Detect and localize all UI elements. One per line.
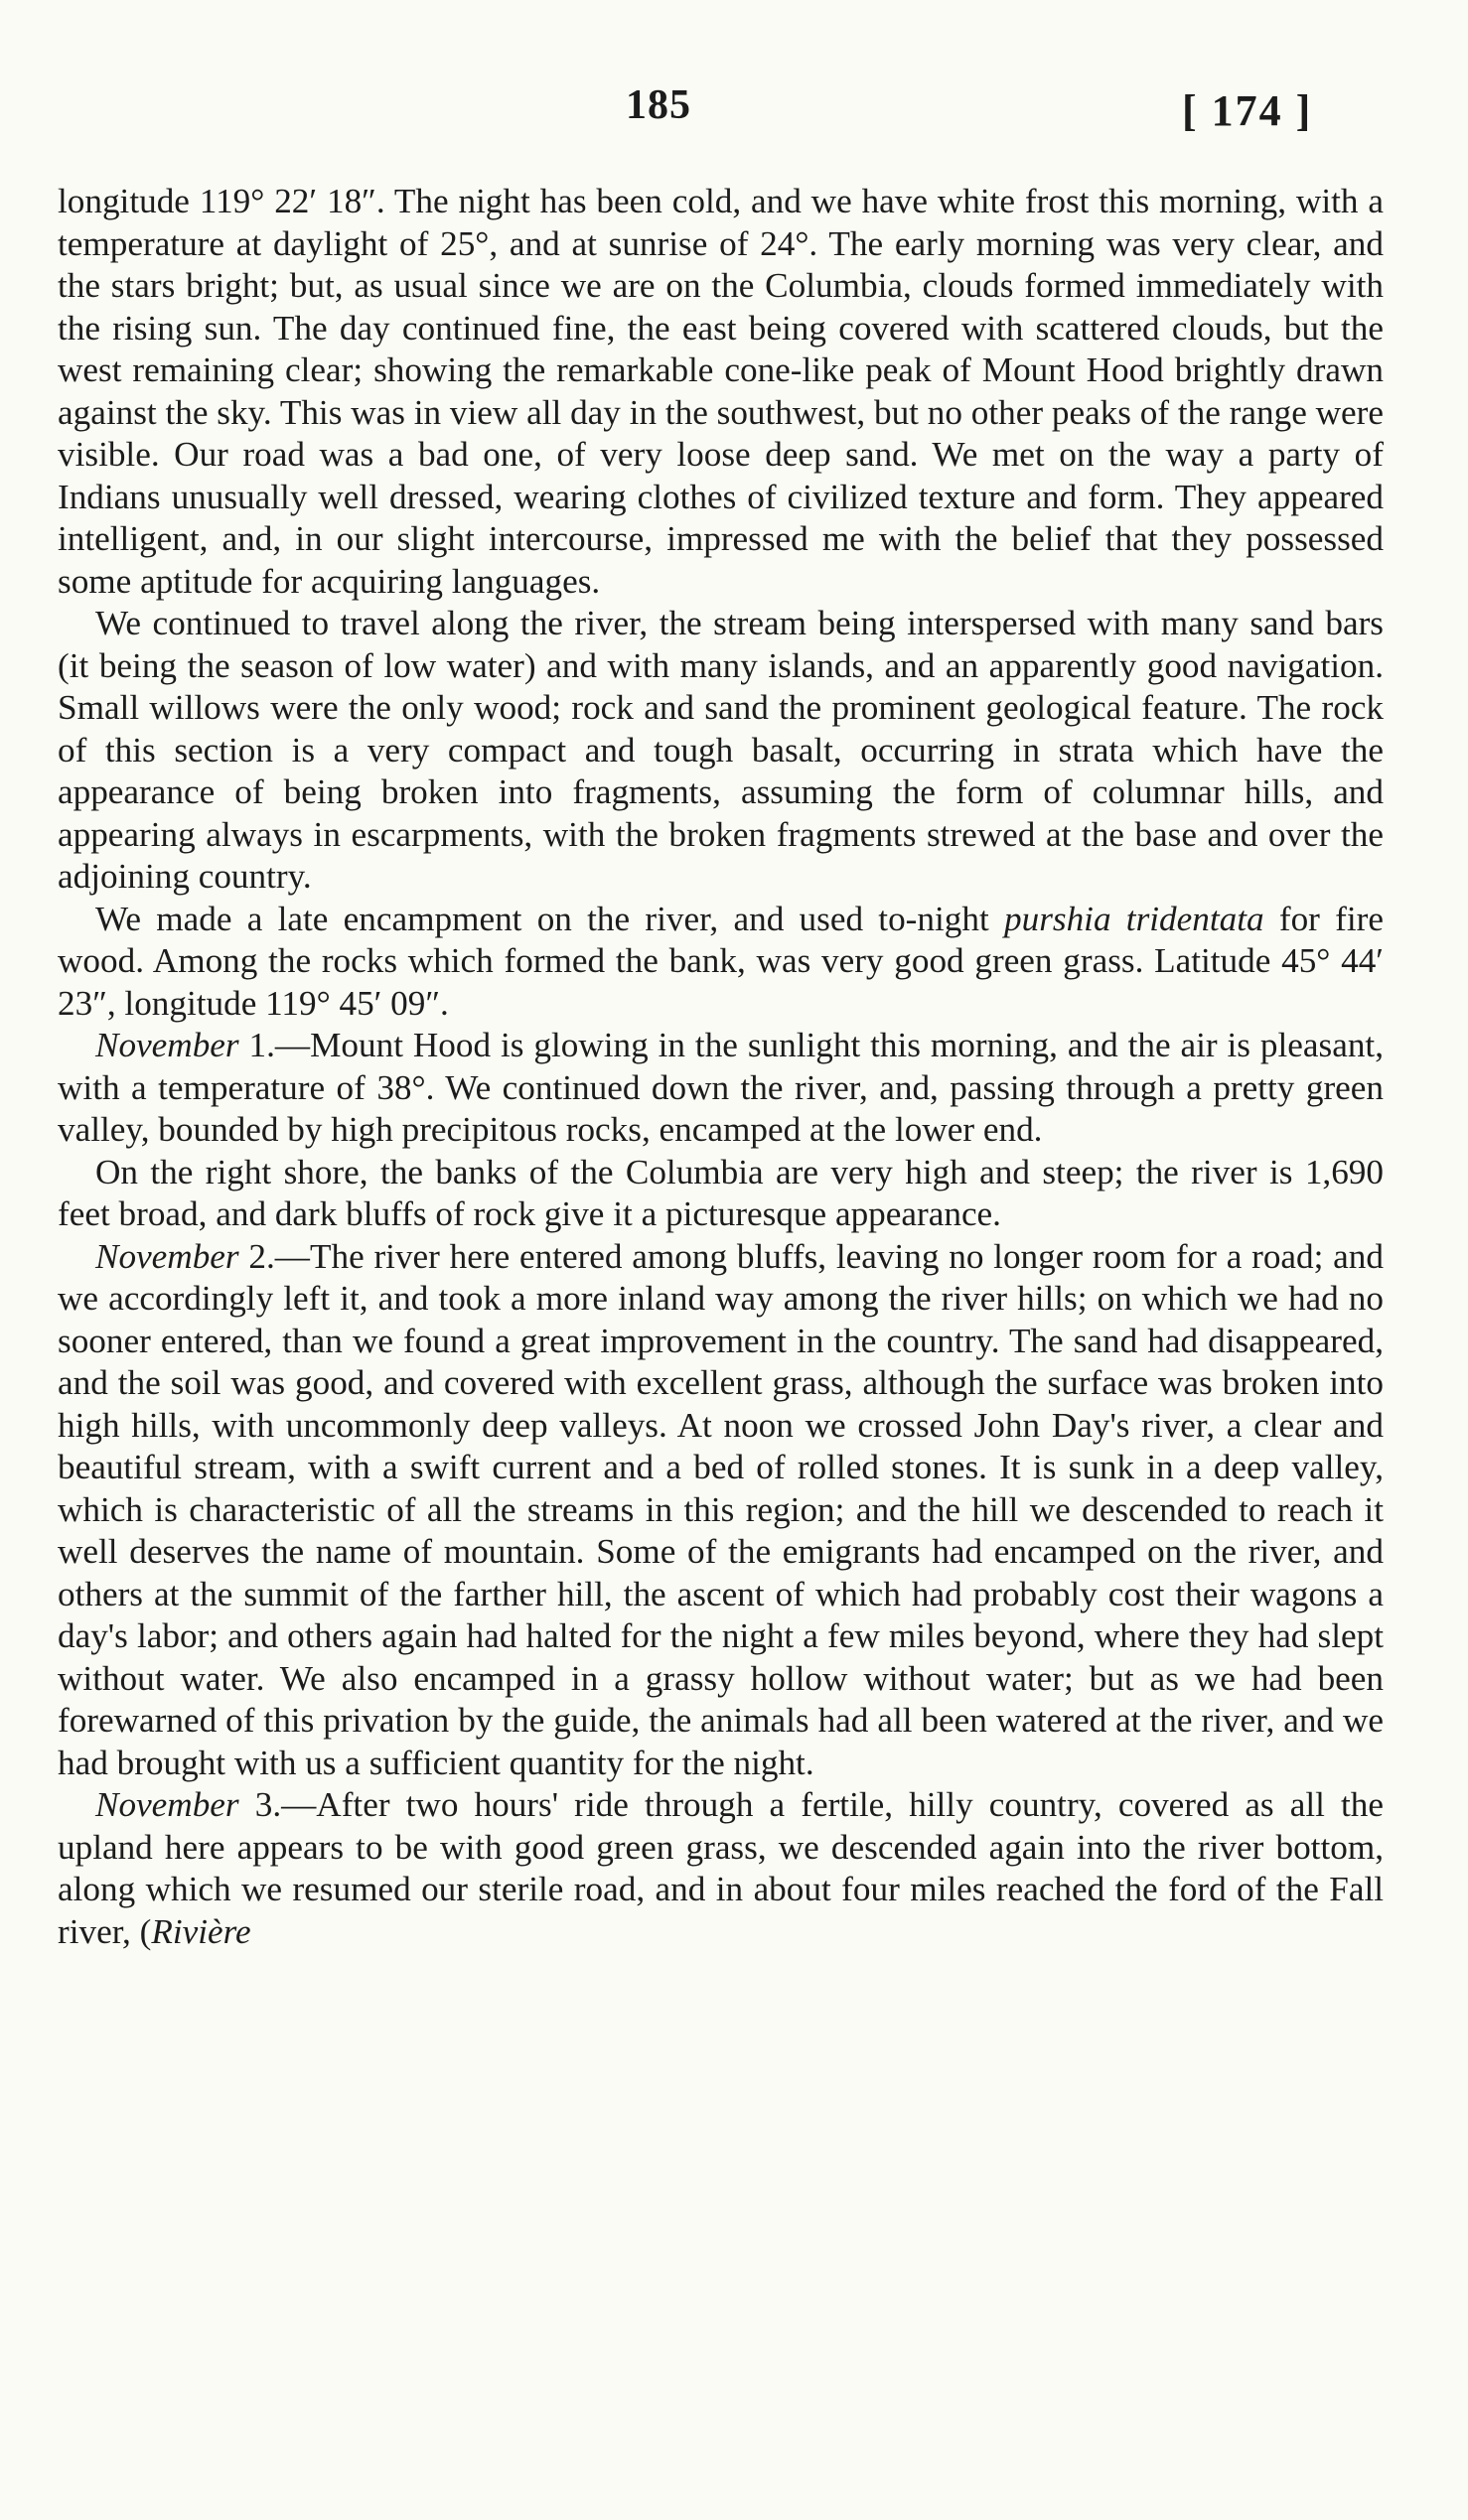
paragraph xyxy=(58,181,1384,603)
document-number: [ 174 ] xyxy=(1182,86,1313,135)
paragraph xyxy=(58,1236,1384,1785)
dateline: November xyxy=(95,1236,239,1276)
paragraph-text: We continued to travel along the river, the stream being interspersed with many sand bars (it being the season of low water) and with many islands, and an apparently good navigation. Small willows were the only wood; rock and sand the prominent geological feature. The rock of this section is a very compact and tough basalt, occurring in strata which have the appearance of being broken into fragments, assuming the form of columnar hills, and appearing always in escarpments, with the broken fragments strewed at the base and over the adjoining country. xyxy=(58,604,1384,896)
paragraph xyxy=(58,1025,1384,1152)
paragraph-text: 3.—After two hours' ride through a fertile, hilly country, covered as all the upland here appears to be with good green grass, we descended again into the river bottom, along which we resumed our sterile road, and in about four miles reached the ford of the Fall river, ( xyxy=(58,1785,1384,1951)
paragraph-text: 2.—The river here entered among bluffs, leaving no longer room for a road; and we accordingly left it, and took a more inland way among the river hills; on which we had no sooner entered, than we found a great improvement in the country. The sand had disappeared, and the soil was good, and covered with excellent grass, although the surface was broken into high hills, with uncommonly deep valleys. At noon we crossed John Day's river, a clear and beautiful stream, with a swift current and a bed of rolled stones. It is sunk in a deep valley, which is characteristic of all the streams in this region; and the hill we descended to reach it well deserves the name of mountain. Some of the emigrants had encamped on the river, and others at the summit of the farther hill, the ascent of which had probably cost their wagons a day's labor; and others again had halted for the night a few miles beyond, where they had slept without water. We also encamped in a grassy hollow without water; but as we had been forewarned of this privation by the guide, the animals had all been watered at the river, and we had brought with us a sufficient quantity for the night. xyxy=(58,1236,1384,1782)
page-header xyxy=(0,77,1468,147)
paragraph-text: On the right shore, the banks of the Columbia are very high and steep; the river is 1,690 feet broad, and dark bluffs of rock give it a picturesque appearance. xyxy=(58,1152,1384,1233)
paragraph-text: 1.—Mount Hood is glowing in the sunlight this morning, and the air is pleasant, with a temperature of 38°. We continued down the river, and, passing through a pretty green valley, bounded by high precipitous rocks, encamped at the lower end. xyxy=(58,1026,1384,1149)
paragraph xyxy=(58,1152,1384,1236)
paragraph-text: We made a late encampment on the river, and used to-night xyxy=(95,899,1004,938)
latin-species-name: purshia tridentata xyxy=(1004,899,1264,938)
paragraph-text: for fire wood. Among the rocks which formed the bank, was very good green grass. Latitude 45° 44′ 23″, longitude 119° 45′ 09″. xyxy=(58,899,1384,1023)
page-number: 185 xyxy=(626,82,691,128)
paragraph xyxy=(58,603,1384,899)
french-place-name: Rivière xyxy=(151,1911,251,1951)
dateline: November xyxy=(95,1785,239,1824)
paragraph-text: longitude 119° 22′ 18″. The night has been cold, and we have white frost this morning, with a temperature at daylight of 25°, and at sunrise of 24°. The early morning was very clear, and the stars bright; but, as usual since we are on the Columbia, clouds formed immediately with the rising sun. The day continued fine, the east being covered with scattered clouds, but the west remaining clear; showing the remarkable cone-like peak of Mount Hood brightly drawn against the sky. This was in view all day in the southwest, but no other peaks of the range were visible. Our road was a bad one, of very loose deep sand. We met on the way a party of Indians unusually well dressed, wearing clothes of civilized texture and form. They appeared intelligent, and, in our slight intercourse, impressed me with the belief that they possessed some aptitude for acquiring languages. xyxy=(58,182,1384,601)
paragraph xyxy=(58,899,1384,1026)
page-body xyxy=(58,181,1384,1953)
paragraph xyxy=(58,1784,1384,1953)
dateline: November xyxy=(95,1026,239,1064)
